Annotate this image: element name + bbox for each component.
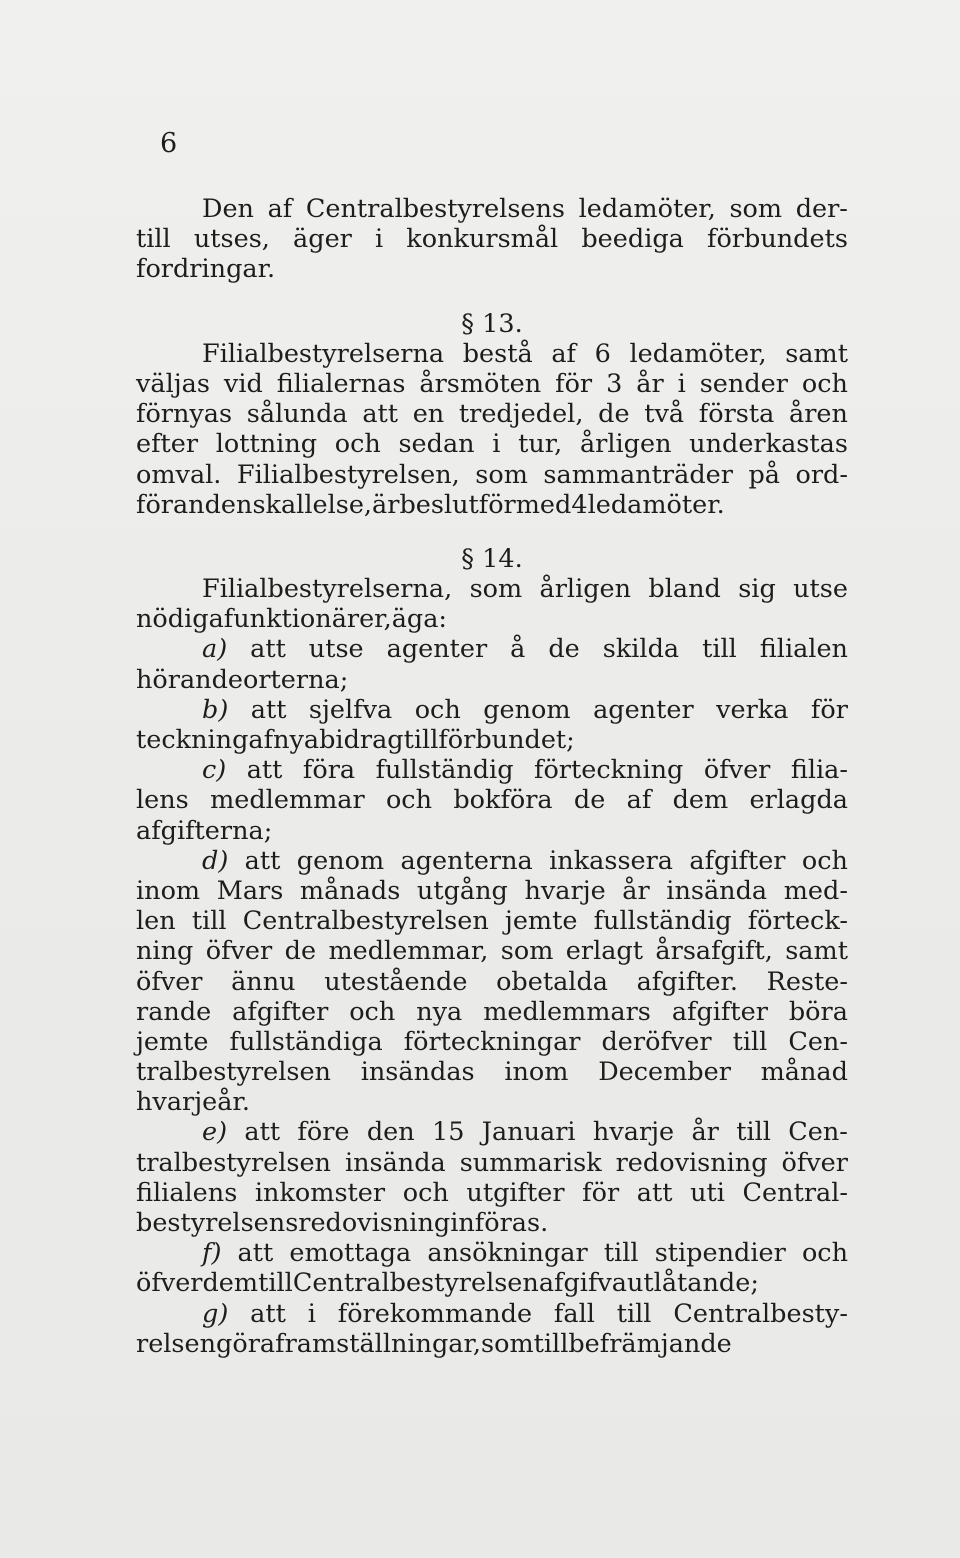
section-13-heading: § 13. bbox=[461, 308, 523, 339]
text-line: omval. Filialbestyrelsen, som sammanträder på ord- bbox=[136, 459, 848, 490]
list-item bbox=[136, 1238, 848, 1298]
text-line: hörande orterna; bbox=[136, 664, 349, 695]
list-item bbox=[136, 755, 848, 846]
list-item bbox=[136, 1117, 848, 1238]
text-line: öfver dem till Centralbestyrelsen afgifva utlåtande; bbox=[136, 1268, 759, 1299]
section-14-items bbox=[136, 634, 848, 1359]
section-13-paragraph bbox=[136, 339, 848, 520]
list-item-first-line: g) att i förekommande fall till Centralbesty- bbox=[202, 1298, 848, 1329]
list-item-first-line: c) att föra fullständig förteckning öfver filia- bbox=[202, 755, 848, 786]
text-line: fordringar. bbox=[136, 254, 276, 285]
text-line: rande afgifter och nya medlemmars afgifter böra bbox=[136, 996, 848, 1027]
list-item-first-line: d) att genom agenterna inkassera afgifter och bbox=[202, 845, 848, 876]
body-text bbox=[136, 194, 848, 1359]
text-line: len till Centralbestyrelsen jemte fullständig förteck- bbox=[136, 906, 848, 937]
text-line: jemte fullständiga förteckningar deröfver till Cen- bbox=[136, 1026, 848, 1057]
text-line: tralbestyrelsen insändas inom December månad bbox=[136, 1057, 848, 1088]
list-item-first-line: f) att emottaga ansökningar till stipendier och bbox=[202, 1238, 848, 1269]
text-line: inom Mars månads utgång hvarje år insända med- bbox=[136, 875, 848, 906]
text-line: Den af Centralbestyrelsens ledamöter, som der- bbox=[202, 194, 848, 224]
text-line: öfver ännu utestående obetalda afgifter. Reste- bbox=[136, 966, 848, 997]
intro-paragraph bbox=[136, 194, 848, 285]
list-item bbox=[136, 846, 848, 1118]
section-14-intro bbox=[136, 574, 848, 634]
text-line: teckning af nya bidrag till förbundet; bbox=[136, 725, 575, 755]
text-line: tralbestyrelsen insända summarisk redovisning öfver bbox=[136, 1147, 848, 1178]
text-line: hvarje år. bbox=[136, 1087, 250, 1118]
text-line: Filialbestyrelserna, som årligen bland sig utse bbox=[202, 574, 848, 605]
text-line: efter lottning och sedan i tur, årligen underkastas bbox=[136, 429, 848, 460]
text-line: ning öfver de medlemmar, som erlagt årsafgift, samt bbox=[136, 936, 848, 967]
text-line: filialens inkomster och utgifter för att uti Central- bbox=[136, 1177, 848, 1208]
list-item bbox=[136, 634, 848, 694]
text-line: Filialbestyrelserna bestå af 6 ledamöter, samt bbox=[202, 338, 848, 369]
text-line: nödiga funktionärer, äga: bbox=[136, 604, 448, 635]
list-item bbox=[136, 695, 848, 755]
text-line: väljas vid filialernas årsmöten för 3 år i sender och bbox=[136, 368, 848, 399]
list-item-first-line: e) att före den 15 Januari hvarje år till Cen- bbox=[202, 1117, 848, 1148]
text-line: relsen göra framställningar, som till befrämjande bbox=[136, 1328, 732, 1359]
text-line: lens medlemmar och bokföra de af dem erlagda bbox=[136, 785, 848, 816]
text-line: förnyas sålunda att en tredjedel, de två första åren bbox=[136, 399, 848, 430]
text-line: afgifterna; bbox=[136, 815, 273, 846]
list-item bbox=[136, 1299, 848, 1359]
text-line: bestyrelsens redovisning införas. bbox=[136, 1208, 549, 1238]
text-line: till utses, äger i konkursmål beediga förbundets bbox=[136, 224, 848, 255]
section-14-heading: § 14. bbox=[461, 543, 523, 574]
list-item-first-line: b) att sjelfva och genom agenter verka för bbox=[202, 694, 848, 725]
page-number: 6 bbox=[160, 128, 178, 159]
list-item-first-line: a) att utse agenter å de skilda till filialen bbox=[202, 634, 848, 665]
text-line: förandens kallelse, är beslutför med 4 ledamöter. bbox=[136, 489, 725, 520]
